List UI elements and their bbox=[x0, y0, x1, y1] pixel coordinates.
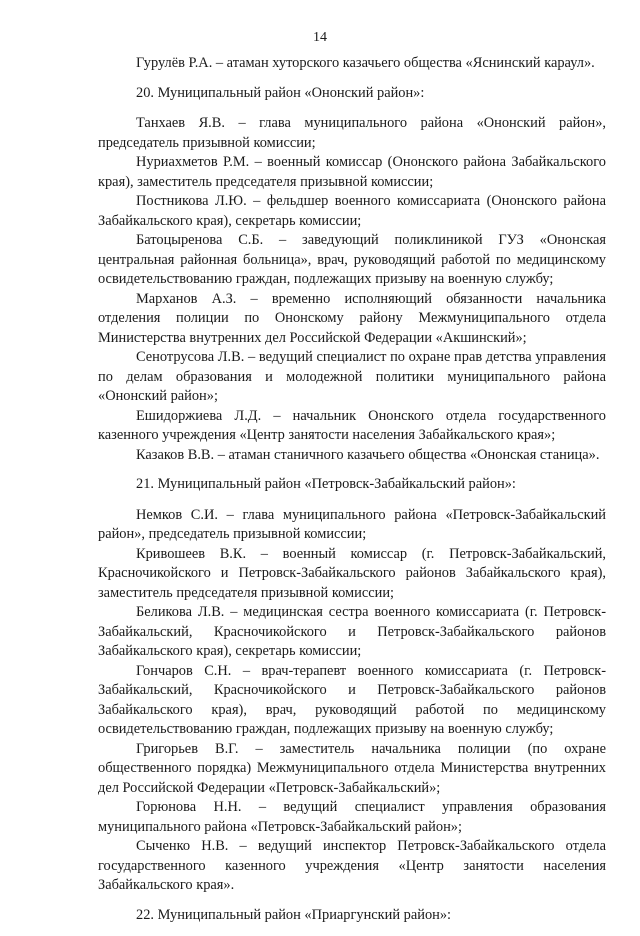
commission-member-entry: Постникова Л.Ю. – фельдшер военного комиссариата (Ононского района Забайкальского края), секретарь комиссии; bbox=[98, 193, 606, 229]
section-heading-22: 22. Муниципальный район «Приаргунский район»: bbox=[136, 906, 452, 923]
commission-member-entry: Ешидоржиева Л.Д. – начальник Ононского отдела государственного казенного учреждения «Центр занятости населения Забайкальского края»; bbox=[98, 407, 606, 443]
commission-member-entry: Кривошеев В.К. – военный комиссар (г. Петровск-Забайкальский, Красночикойского и Петровск-Забайкальского районов Забайкальского края), заместитель председателя призывной комиссии; bbox=[98, 545, 606, 601]
commission-member-entry: Батоцыренова С.Б. – заведующий поликлиникой ГУЗ «Ононская центральная районная больница», врач, руководящий работой по медицинскому освидетельствованию граждан, подлежащих призыву на военную службу; bbox=[98, 232, 606, 287]
section-heading-21: 21. Муниципальный район «Петровск-Забайкальский район»: bbox=[136, 476, 516, 492]
commission-member-entry: Григорьев В.Г. – заместитель начальника полиции (по охране общественного порядка) Межмуниципального отдела Министерства внутренних дел Российской Федерации «Петровск-Забайкальский»; bbox=[98, 740, 606, 796]
page-number: 14 bbox=[313, 30, 327, 45]
section-heading-20: 20. Муниципальный район «Ононский район»: bbox=[136, 84, 425, 101]
commission-member-entry: Сенотрусова Л.В. – ведущий специалист по охране прав детства управления по делам образования и молодежной политики муниципального района «Ононский район»; bbox=[98, 349, 606, 404]
commission-member-entry: Сыченко Н.В. – ведущий инспектор Петровск-Забайкальского отдела государственного казенного учреждения «Центр занятости населения Забайкальского края». bbox=[98, 838, 606, 893]
commission-member-entry: Немков С.И. – глава муниципального района «Петровск-Забайкальский район», председатель призывной комиссии; bbox=[98, 506, 606, 542]
commission-member-entry: Нуриахметов Р.М. – военный комиссар (Ононского района Забайкальского края), заместитель председателя призывной комиссии; bbox=[98, 154, 606, 190]
commission-member-entry: Горюнова Н.Н. – ведущий специалист управления образования муниципального района «Петровск-Забайкальский район»; bbox=[98, 799, 606, 835]
commission-member-entry: Гончаров С.Н. – врач-терапевт военного комиссариата (г. Петровск-Забайкальский, Красночикойского и Петровск-Забайкальского районов Забайкальского края), врач, руководящий работой по медицинскому освидетельствованию граждан, подлежащих призыву на военную службу; bbox=[98, 662, 606, 737]
commission-member-entry: Танхаев Я.В. – глава муниципального района «Ононский район», председатель призывной комиссии; bbox=[98, 115, 606, 151]
commission-member-entry: Марханов А.З. – временно исполняющий обязанности начальника отделения полиции по Ононскому району Межмуниципального отдела Министерства внутренних дел Российской Федерации «Акшинский»; bbox=[98, 290, 606, 346]
document-body bbox=[98, 54, 606, 936]
commission-member-entry: Беликова Л.В. – медицинская сестра военного комиссариата (г. Петровск-Забайкальский, Красночикойского и Петровск-Забайкальского районов Забайкальского края), секретарь комиссии; bbox=[98, 604, 606, 659]
commission-member-entry: Гурулёв Р.А. – атаман хуторского казачьего общества «Яснинский караул». bbox=[136, 55, 595, 71]
commission-member-entry: Казаков В.В. – атаман станичного казачьего общества «Ононская станица». bbox=[136, 446, 600, 463]
